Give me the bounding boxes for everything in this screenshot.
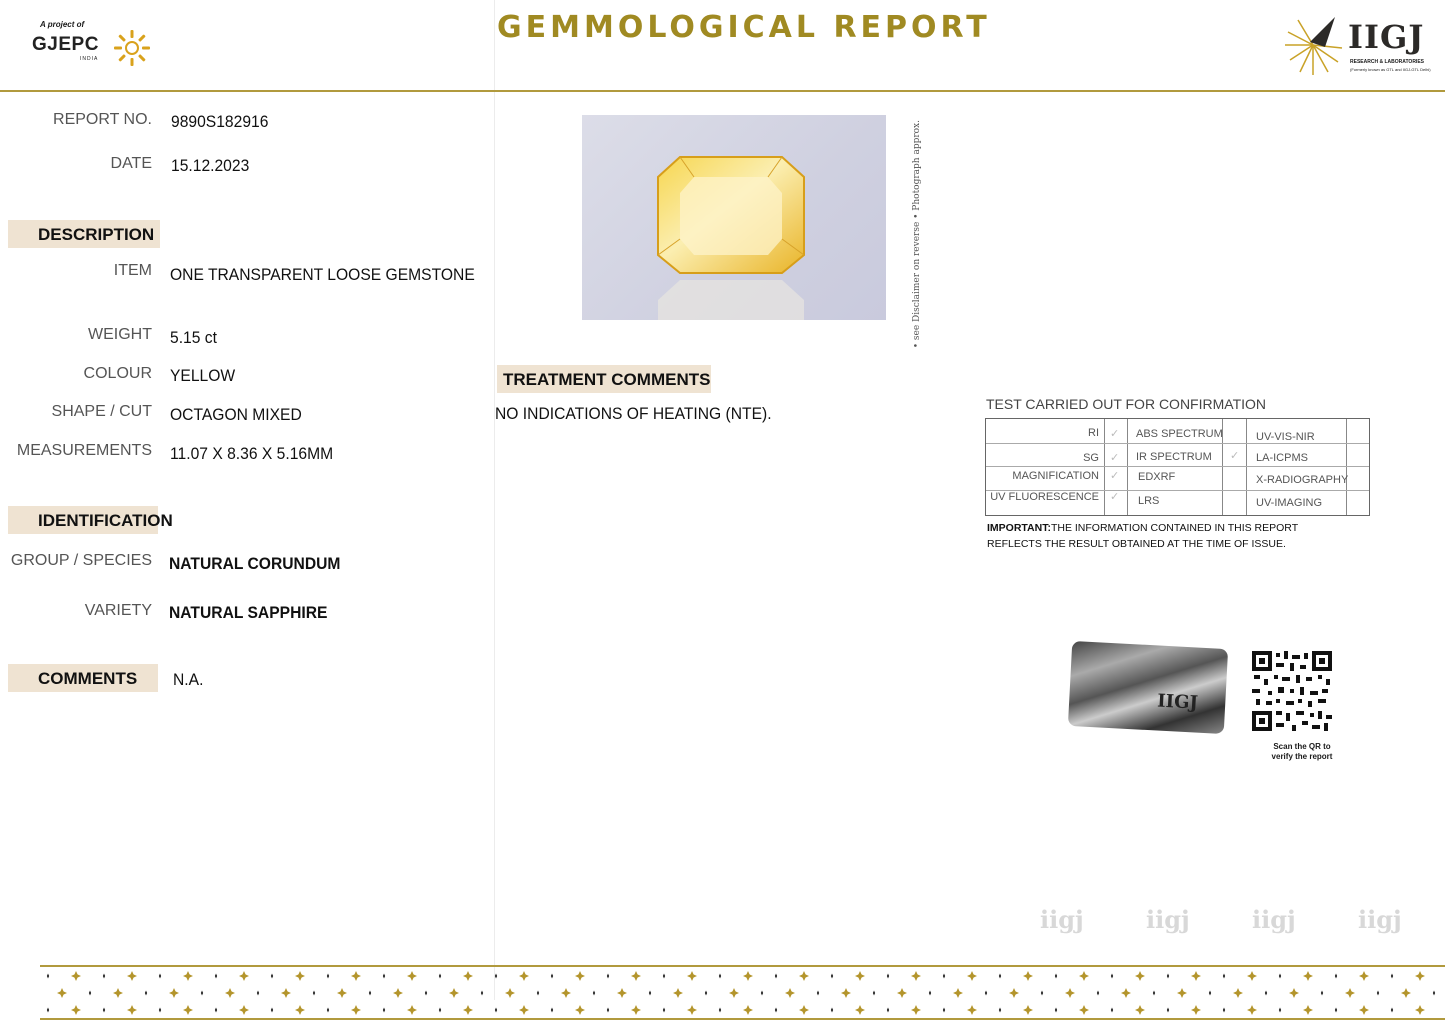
test-ri: RI (1088, 427, 1099, 439)
measurements-label: MEASUREMENTS (16, 442, 152, 459)
description-heading: DESCRIPTION (8, 220, 160, 248)
watermark-logo: iigj (1358, 905, 1402, 934)
test-la-icpms: LA-ICPMS (1256, 452, 1308, 464)
test-edxrf: EDXRF (1138, 471, 1176, 483)
qr-caption (1262, 742, 1342, 762)
gjepc-sun-icon (112, 28, 152, 68)
watermark-logo: iigj (1146, 905, 1190, 934)
iigj-logo (1280, 12, 1440, 82)
report-date: 15.12.2023 (171, 156, 250, 175)
test-lrs: LRS (1138, 495, 1160, 507)
sparkle-pattern-icon (0, 962, 1445, 1029)
header-rule (0, 90, 1445, 92)
weight-label: WEIGHT (88, 326, 152, 343)
measurements-value: 11.07 X 8.36 X 5.16MM (170, 444, 334, 463)
test-abs-spectrum: ABS SPECTRUM (1136, 428, 1223, 440)
important-note (987, 520, 1347, 552)
photo-disclaimer: • see Disclaimer on reverse • Photograph approx. (912, 120, 922, 349)
variety-label: VARIETY (84, 602, 152, 619)
gem-photo (582, 115, 886, 320)
gem-stone-image (582, 115, 886, 320)
gjepc-name: GJEPC (32, 34, 99, 55)
test-x-radiography: X-RADIOGRAPHY (1256, 474, 1349, 486)
group-label: GROUP / SPECIES (10, 552, 152, 569)
test-uv-vis-nir: UV-VIS-NIR (1256, 431, 1315, 443)
qr-caption-line-2: verify the report (1271, 752, 1333, 761)
hologram-mark: IIGJ (1156, 690, 1199, 714)
comments-value: N.A. (173, 670, 204, 689)
qr-caption-line-1: Scan the QR to (1273, 742, 1331, 751)
item-label: ITEM (113, 262, 152, 279)
group-value: NATURAL CORUNDUM (169, 554, 341, 573)
test-uv-fluorescence: UV FLUORESCENCE (990, 491, 1099, 503)
verification-qr-code[interactable] (1252, 651, 1332, 731)
watermark-logo: iigj (1252, 905, 1296, 934)
test-ir-spectrum: IR SPECTRUM (1136, 451, 1212, 463)
tests-table (985, 418, 1370, 516)
report-number: 9890S182916 (171, 112, 269, 131)
report-number-label: REPORT NO. (53, 111, 152, 128)
watermark-logo: iigj (1040, 905, 1084, 934)
iigj-note: (Formerly known as GTL and IIGJ-GTL Delhi) (1350, 67, 1431, 72)
item-value: ONE TRANSPARENT LOOSE GEMSTONE (170, 265, 475, 284)
important-text: THE INFORMATION CONTAINED IN THIS REPORT REFLECTS THE RESULT OBTAINED AT THE TIME OF ISSUE. (987, 522, 1298, 550)
date-label: DATE (110, 155, 152, 172)
weight-value: 5.15 ct (170, 328, 217, 347)
gjepc-country: INDIA (80, 56, 99, 62)
fold-line (494, 0, 495, 1000)
tick-uv-fluorescence: ✓ (1110, 491, 1120, 503)
test-sg: SG (1083, 452, 1099, 464)
treatment-heading: TREATMENT COMMENTS (497, 365, 711, 393)
important-label: IMPORTANT: (987, 522, 1051, 534)
treatment-value: NO INDICATIONS OF HEATING (NTE). (495, 404, 772, 423)
test-uv-imaging: UV-IMAGING (1256, 497, 1323, 509)
decorative-border (0, 962, 1445, 1029)
iigj-burst-icon (1280, 12, 1346, 78)
tick-ri: ✓ (1110, 428, 1120, 440)
gjepc-tagline: A project of (40, 20, 85, 29)
variety-value: NATURAL SAPPHIRE (169, 603, 328, 622)
security-hologram (1068, 641, 1228, 734)
tick-sg: ✓ (1110, 452, 1120, 464)
report-title: GEMMOLOGICAL REPORT (497, 10, 991, 45)
identification-heading: IDENTIFICATION (8, 506, 158, 534)
tests-title: TEST CARRIED OUT FOR CONFIRMATION (986, 396, 1267, 412)
iigj-subtitle: RESEARCH & LABORATORIES (1350, 59, 1424, 65)
shape-value: OCTAGON MIXED (170, 405, 302, 424)
test-magnification: MAGNIFICATION (1012, 470, 1099, 482)
colour-label: COLOUR (83, 365, 152, 382)
gjepc-logo (30, 20, 160, 75)
iigj-name: IIGJ (1348, 18, 1425, 56)
tick-ir-spectrum: ✓ (1230, 450, 1240, 462)
colour-value: YELLOW (170, 366, 236, 385)
tick-magnification: ✓ (1110, 470, 1120, 482)
comments-heading: COMMENTS (8, 664, 158, 692)
shape-label: SHAPE / CUT (51, 403, 152, 420)
